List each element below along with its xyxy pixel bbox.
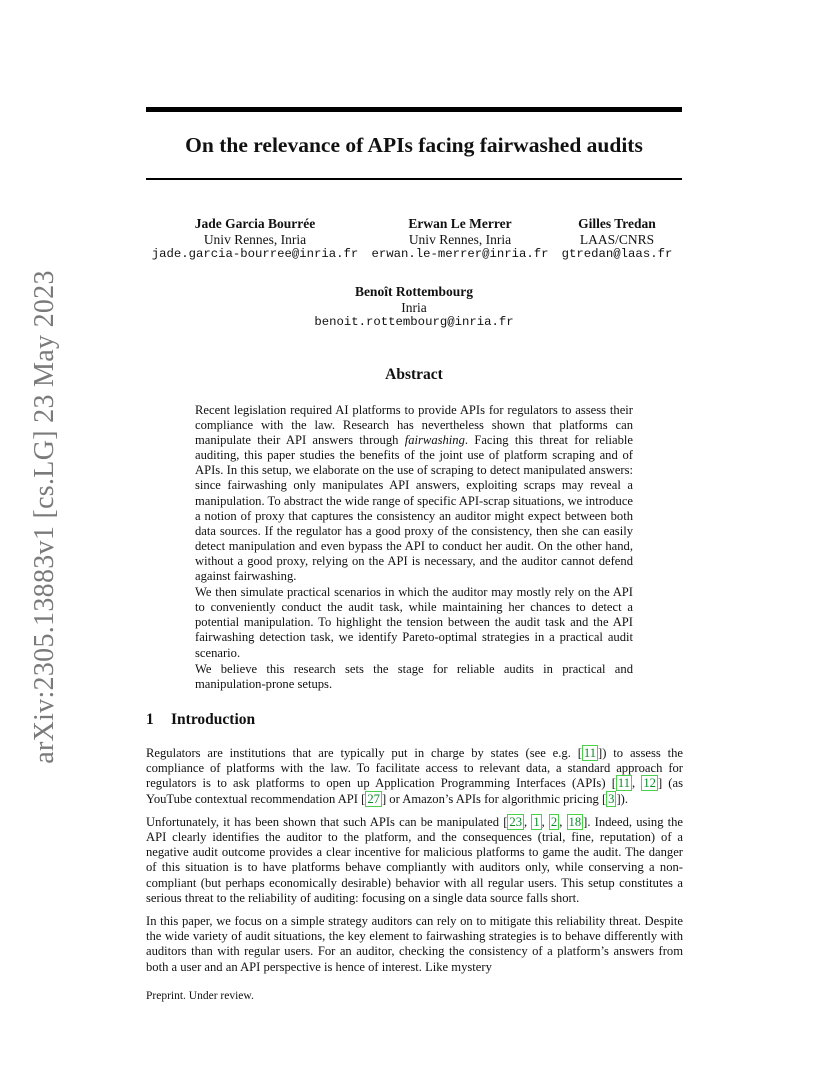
- body-text: (as YouTube contextual recommendation API: [146, 776, 683, 806]
- body-text: Regulators are institutions that are typically put in charge by states (see e.g.: [146, 746, 578, 760]
- body-paragraph: In this paper, we focus on a simple strategy auditors can rely on to mitigate this reliability threat. Despite the wide variety of audit situations, the key element to fairwashing strategies is to behave differently with auditors than with regular users. For an auditor, checking the consistency of a platform’s answers from both a user and an API perspective is hence of interest. Like mystery: [146, 914, 683, 974]
- body-paragraph: Unfortunately, it has been shown that such APIs can be manipulated [ 23 , 1 , 2 , 18 ]. Indeed, using the API clearly identifies the auditor to the platform, and the consequences (trial, fine, reputation) of a negative audit outcome provides a clear incentive for malicious platforms to game the audit. The danger of this situation is to have platforms behave compliantly with auditors only, while conserving a non-compliant (but perhaps economically desirable) behavior with all regular users. This setup constitutes a serious threat to the reliability of auditing: focusing on a single data source falls short.: [146, 814, 684, 905]
- body-text: ).: [620, 791, 628, 806]
- body-text: Unfortunately, it has been shown that such APIs can be manipulated: [146, 814, 504, 829]
- author-block: [264, 284, 564, 331]
- section-body: [146, 746, 683, 983]
- body-paragraph: Regulators are institutions that are typically put in charge by states (see e.g. [ 11 ]) to assess the compliance of platforms with the law. To facilitate access to relevant data, a standard approach for regulators is to ask platforms to open up Application Programming Interfaces (APIs) [ 11 , 12 ] (as YouTube contextual recommendation API [ 27 ] or Amazon’s APIs for algorithmic pricing [ 3 ]).: [146, 746, 683, 806]
- section-heading: [146, 711, 255, 729]
- citation-link[interactable]: 1: [533, 814, 540, 829]
- section-number: 1: [146, 711, 154, 728]
- section-title: Introduction: [171, 711, 256, 728]
- author-email[interactable]: benoit.rottembourg@inria.fr: [314, 315, 514, 329]
- author-block: [150, 216, 360, 263]
- abstract-paragraph: We believe this research sets the stage for reliable audits in practical and manipulation-prone setups.: [195, 661, 633, 691]
- abstract-text: . Facing this threat for reliable auditing, this paper studies the benefits of the joint use of platform scraping and of APIs. In this setup, we elaborate on the use of scraping to detect manipulated answers: since fairwashing only manipulates API answers, exploiting scraps may reveal a manipulation. To abstract the wide range of specific API-scrap situations, we introduce a notion of proxy that captures the consistency an auditor might expect between both data sources. If the regulator has a good proxy of the consistency, then she can easily detect manipulation and even bypass the API to conduct her audit. On the other hand, without a good proxy, relying on the API is necessary, and the auditor cannot defend against fairwashing.: [195, 433, 633, 584]
- author-affiliation: Inria: [401, 299, 427, 315]
- abstract-emphasis: fairwashing: [404, 433, 465, 448]
- author-name: Benoît Rottembourg: [354, 284, 474, 299]
- author-block: [558, 216, 676, 263]
- author-affiliation: LAAS/CNRS: [579, 231, 655, 247]
- author-email[interactable]: jade.garcia-bourree@inria.fr: [151, 247, 359, 261]
- abstract-paragraph: We then simulate practical scenarios in which the auditor may mostly rely on the API to conveniently conduct the audit task, while maintaining her chances to detect a potential manipulation. To highlight the tension between the audit task and the API fairwashing detection task, we identify Pareto-optimal strategies in a practical audit scenario.: [195, 585, 633, 660]
- title-top-rule: [146, 107, 682, 112]
- citation-link[interactable]: 2: [550, 814, 558, 829]
- citation-link[interactable]: 12: [643, 776, 656, 791]
- abstract-text: Recent legislation required AI platforms to provide APIs for regulators to assess their compliance with the law. Research has nevertheless shown that platforms can manipulate their API answers through: [195, 403, 633, 448]
- abstract-paragraph: [195, 403, 633, 584]
- author-email[interactable]: gtredan@laas.fr: [561, 247, 673, 261]
- citation-link[interactable]: 11: [583, 746, 597, 760]
- citation-link[interactable]: 27: [367, 791, 380, 806]
- author-name: Erwan Le Merrer: [408, 216, 512, 231]
- citation-link[interactable]: 18: [568, 814, 582, 829]
- citation-link[interactable]: 3: [608, 791, 615, 806]
- author-affiliation: Univ Rennes, Inria: [203, 231, 307, 247]
- author-email[interactable]: erwan.le-merrer@inria.fr: [371, 247, 549, 261]
- paper-title: On the relevance of APIs facing fairwashed audits: [185, 133, 643, 157]
- body-text: ) to assess the compliance of platforms with the law. To facilitate access to relevant data, a standard approach for regulators is to ask platforms to open up Application Programming Interfaces (APIs): [146, 746, 683, 791]
- body-text: or Amazon’s APIs for algorithmic pricing: [386, 791, 602, 806]
- author-name: Gilles Tredan: [578, 216, 656, 231]
- author-affiliation: Univ Rennes, Inria: [408, 231, 512, 247]
- arxiv-identifier: arXiv:2305.13883v1 [cs.LG] 23 May 2023: [29, 270, 60, 764]
- body-text: . Indeed, using the API clearly identifies the auditor to the platform, and the consequences (trial, fine, reputation) of a negative audit outcome provides a clear incentive for malicious platforms to game the audit. The danger of this situation is to have platforms behave compliantly with auditors only, while conserving a non-compliant (but perhaps economically desirable) behavior with all regular users. This setup constitutes a serious threat to the reliability of auditing: focusing on a single data source falls short.: [146, 814, 684, 905]
- citation-link[interactable]: 23: [509, 814, 522, 829]
- page-footer: Preprint. Under review.: [146, 990, 254, 1002]
- abstract-heading: Abstract: [385, 366, 443, 383]
- author-name: Jade Garcia Bourrée: [194, 216, 316, 231]
- title-bottom-rule: [146, 178, 682, 180]
- arxiv-sidebar: [0, 0, 64, 1072]
- citation-link[interactable]: 11: [617, 776, 631, 791]
- abstract-body: [195, 403, 633, 693]
- author-block: [366, 216, 554, 263]
